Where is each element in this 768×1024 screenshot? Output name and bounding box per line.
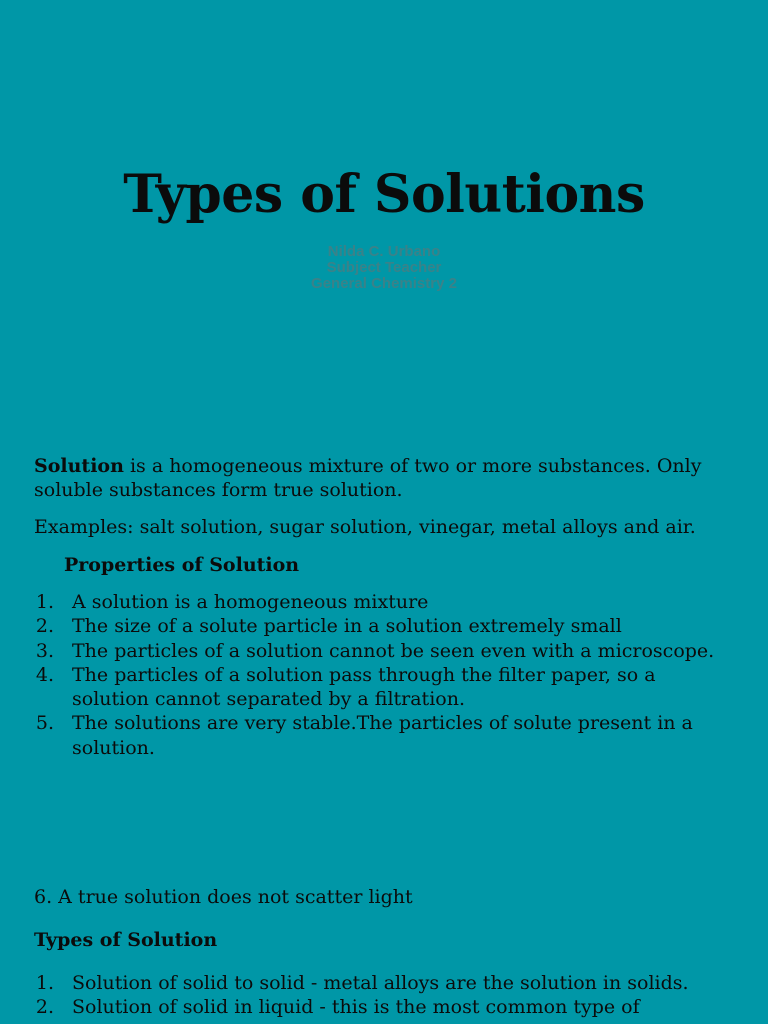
types-heading: Types of Solution bbox=[34, 929, 218, 951]
list-item-text: Solution of solid in liquid - this is the most common type of bbox=[72, 996, 640, 1019]
list-item bbox=[34, 639, 734, 663]
course-name: General Chemistry 2 bbox=[311, 275, 457, 292]
definition-paragraph bbox=[34, 454, 744, 502]
list-item bbox=[34, 614, 734, 638]
list-item-text: The size of a solute particle in a solution extremely small bbox=[72, 615, 622, 638]
types-list bbox=[34, 971, 734, 1020]
list-item bbox=[34, 663, 734, 712]
properties-heading: Properties of Solution bbox=[64, 554, 300, 576]
list-item-text: The particles of a solution cannot be seen even with a microscope. bbox=[72, 639, 715, 662]
sixth-property: 6. A true solution does not scatter light bbox=[34, 886, 413, 908]
author-name: Nilda C. Urbano bbox=[327, 243, 441, 260]
author-byline bbox=[0, 244, 768, 292]
definition-text: is a homogeneous mixture of two or more substances. Only soluble substances form true solution. bbox=[34, 455, 702, 501]
list-item-number: 5. bbox=[35, 712, 54, 735]
list-item bbox=[34, 995, 734, 1019]
list-item bbox=[34, 971, 734, 995]
list-item-text: The particles of a solution pass through the filter paper, so a solution cannot separated by a filtration. bbox=[72, 663, 656, 711]
list-item-number: 1. bbox=[35, 972, 54, 994]
list-item-number: 1. bbox=[35, 591, 54, 613]
list-item bbox=[34, 590, 734, 614]
examples-paragraph: Examples: salt solution, sugar solution, vinegar, metal alloys and air. bbox=[34, 516, 696, 538]
definition-term: Solution bbox=[34, 455, 124, 477]
properties-list bbox=[34, 590, 734, 760]
list-item-number: 2. bbox=[35, 996, 54, 1019]
page-title: Types of Solutions bbox=[123, 164, 645, 225]
list-item-text: A solution is a homogeneous mixture bbox=[72, 591, 429, 613]
list-item-number: 3. bbox=[35, 639, 54, 662]
list-item-text: Solution of solid to solid - metal alloys are the solution in solids. bbox=[72, 972, 689, 994]
author-role: Subject Teacher bbox=[326, 259, 442, 276]
list-item-number: 4. bbox=[35, 663, 54, 686]
list-item bbox=[34, 711, 734, 760]
list-item-text: The solutions are very stable.The particles of solute present in a solution. bbox=[72, 712, 693, 759]
list-item-number: 2. bbox=[35, 615, 54, 638]
